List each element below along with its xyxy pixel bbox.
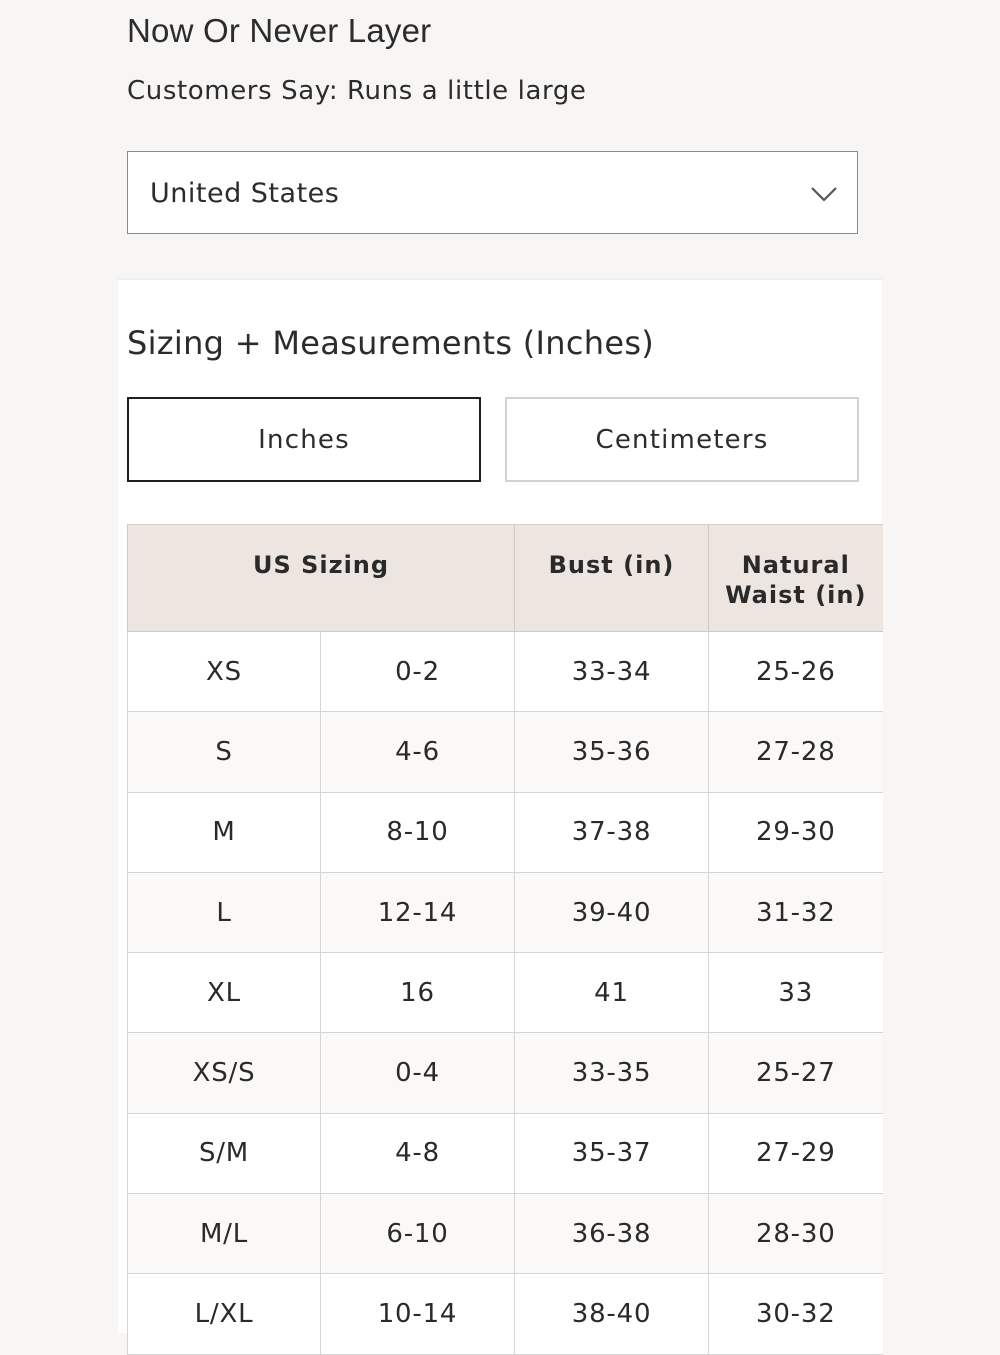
table-row [128,1113,883,1193]
product-title: Now Or Never Layer [127,12,432,49]
product-fit-section [118,0,882,278]
size-label-cell: S/M [128,1113,321,1193]
us-size-cell: 8-10 [321,792,515,872]
size-label-cell: S [128,712,321,792]
centimeters-tab[interactable]: Centimeters [505,397,859,482]
chevron-down-icon [809,178,839,208]
size-label-cell: L [128,872,321,952]
us-size-cell: 12-14 [321,872,515,952]
bust-cell: 38-40 [515,1274,709,1354]
bust-cell: 35-36 [515,712,709,792]
us-size-cell: 0-2 [321,632,515,712]
bust-cell: 37-38 [515,792,709,872]
column-header-bust: Bust (in) [515,525,709,632]
table-row [128,1274,883,1354]
waist-cell: 29-30 [709,792,883,872]
customer-fit-note: Customers Say: Runs a little large [127,76,587,106]
size-guide-panel [118,0,882,1333]
bust-cell: 41 [515,953,709,1033]
bust-cell: 33-35 [515,1033,709,1113]
size-table-body [128,632,883,1355]
waist-cell: 28-30 [709,1194,883,1274]
table-header-row [128,525,883,632]
bust-cell: 35-37 [515,1113,709,1193]
size-chart-table [127,524,883,1355]
inches-tab[interactable]: Inches [127,397,481,482]
waist-cell: 27-28 [709,712,883,792]
table-row [128,1033,883,1113]
bust-cell: 39-40 [515,872,709,952]
size-label-cell: L/XL [128,1274,321,1354]
size-label-cell: XS [128,632,321,712]
waist-cell: 27-29 [709,1113,883,1193]
us-size-cell: 16 [321,953,515,1033]
table-row [128,792,883,872]
country-select-value: United States [150,178,340,209]
table-row [128,712,883,792]
column-header-us-sizing: US Sizing [128,525,515,632]
table-row [128,953,883,1033]
size-label-cell: M [128,792,321,872]
table-row [128,1194,883,1274]
sizing-title: Sizing + Measurements (Inches) [127,324,655,362]
size-label-cell: XL [128,953,321,1033]
bust-cell: 36-38 [515,1194,709,1274]
size-label-cell: M/L [128,1194,321,1274]
us-size-cell: 6-10 [321,1194,515,1274]
us-size-cell: 4-6 [321,712,515,792]
column-header-natural-waist: Natural Waist (in) [709,525,883,632]
waist-cell: 30-32 [709,1274,883,1354]
waist-cell: 33 [709,953,883,1033]
us-size-cell: 0-4 [321,1033,515,1113]
waist-cell: 25-26 [709,632,883,712]
country-select[interactable] [127,151,858,234]
waist-cell: 31-32 [709,872,883,952]
table-row [128,632,883,712]
waist-cell: 25-27 [709,1033,883,1113]
table-row [128,872,883,952]
us-size-cell: 10-14 [321,1274,515,1354]
bust-cell: 33-34 [515,632,709,712]
us-size-cell: 4-8 [321,1113,515,1193]
size-label-cell: XS/S [128,1033,321,1113]
